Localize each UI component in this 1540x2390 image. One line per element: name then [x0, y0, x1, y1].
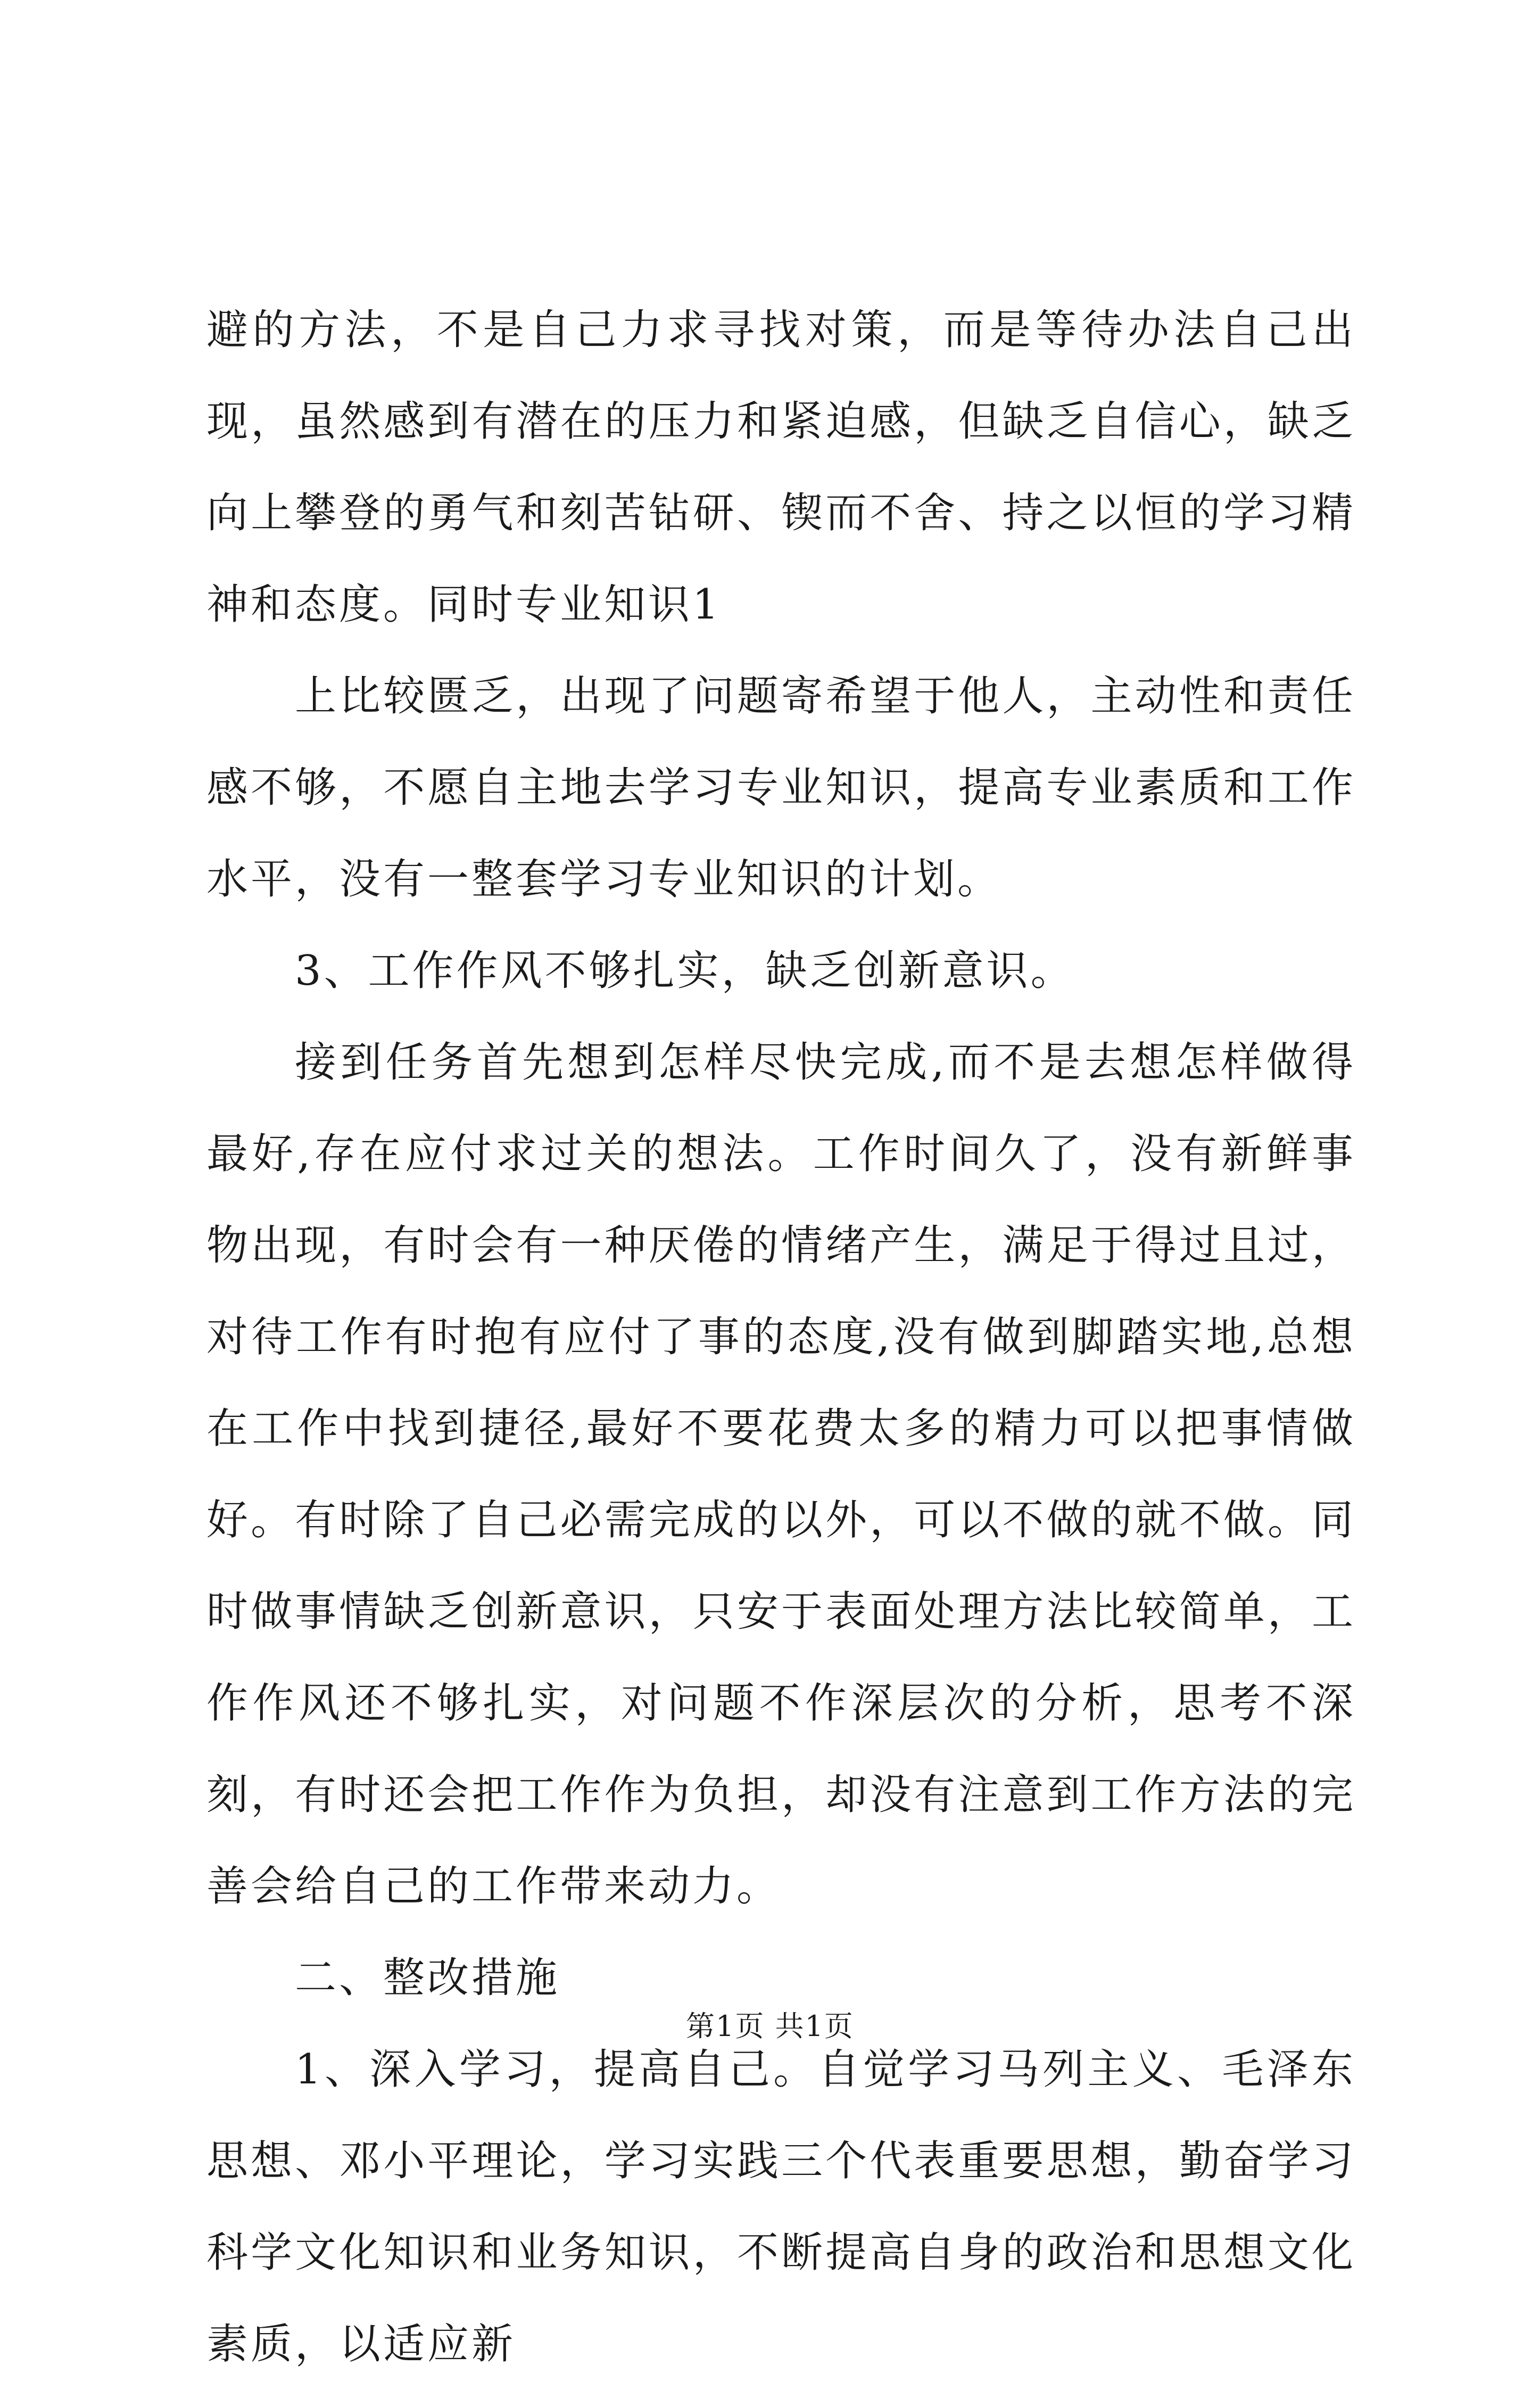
section-heading-rectification: 二、整改措施	[295, 1954, 560, 2002]
document-body	[206, 284, 1356, 2390]
paragraph-work-style-detail: 接到任务首先想到怎样尽快完成,而不是去想怎样做得最好,存在应付求过关的想法。工作时间久了，没有新鲜事物出现，有时会有一种厌倦的情绪产生，满足于得过且过，对待工作有时抱有应付了事的态度,没有做到脚踏实地,总想在工作中找到捷径,最好不要花费太多的精力可以把事情做好。有时除了自己必需完成的以外，可以不做的就不做。同时做事情缺乏创新意识，只安于表面处理方法比较简单，工作作风还不够扎实，对问题不作深层次的分析，思考不深刻，有时还会把工作作为负担，却没有注意到工作方法的完善会给自己的工作带来动力。	[206, 1039, 1356, 1910]
paragraph-heading-work-style: 3、工作作风不够扎实，缺乏创新意识。	[295, 947, 1075, 995]
paragraph-knowledge-lacking: 上比较匮乏，出现了问题寄希望于他人，主动性和责任感不够，不愿自主地去学习专业知识，提高专业素质和工作水平，没有一整套学习专业知识的计划。	[206, 672, 1356, 903]
page-footer: 第1页 共1页	[686, 2009, 854, 2043]
paragraph-continuation: 避的方法，不是自己力求寻找对策，而是等待办法自己出现，虽然感到有潜在的压力和紧迫感，但缺乏自信心，缺乏向上攀登的勇气和刻苦钻研、锲而不舍、持之以恒的学习精神和态度。同时专业知识1	[206, 306, 1356, 629]
paragraph-measure-study: 1、深入学习，提高自己。自觉学习马列主义、毛泽东思想、邓小平理论，学习实践三个代表重要思想，勤奋学习科学文化知识和业务知识，不断提高自身的政治和思想文化素质，以适应新	[206, 2046, 1356, 2368]
